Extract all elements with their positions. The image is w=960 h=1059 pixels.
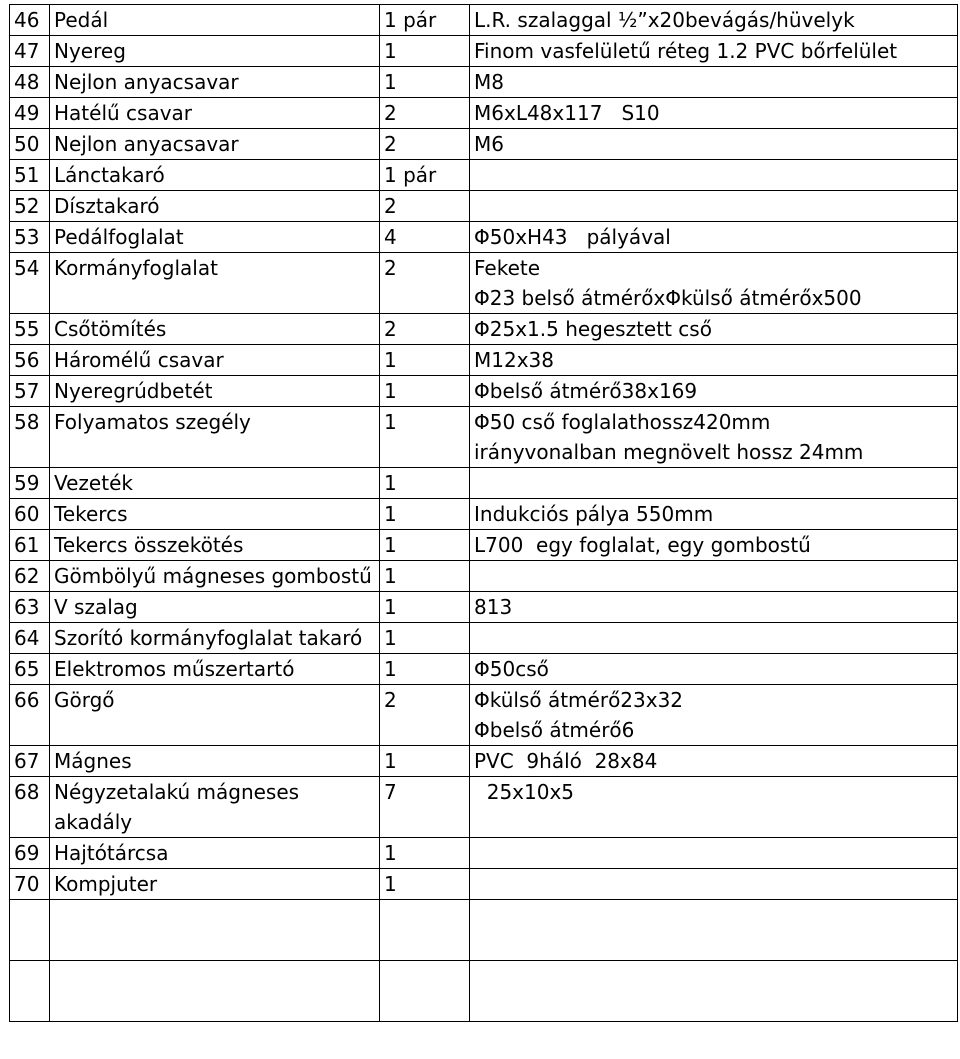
- item-number: 47: [10, 36, 50, 67]
- item-specification: [470, 777, 958, 838]
- item-name: Görgő: [50, 685, 380, 746]
- item-number: 46: [10, 5, 50, 36]
- item-name: Pedál: [50, 5, 380, 36]
- item-specification: [470, 314, 958, 345]
- item-number: 62: [10, 561, 50, 592]
- item-number: 61: [10, 530, 50, 561]
- item-specification: [470, 67, 958, 98]
- item-specification: [470, 160, 958, 191]
- item-number: 55: [10, 314, 50, 345]
- item-number: 53: [10, 222, 50, 253]
- table-row: [10, 869, 958, 900]
- item-quantity: 1: [380, 468, 470, 499]
- specification-line: PVC 9háló 28x84: [474, 749, 658, 773]
- item-quantity: 2: [380, 253, 470, 314]
- item-specification: [470, 407, 958, 468]
- item-name: Dísztakaró: [50, 191, 380, 222]
- specification-line: Φ50cső: [474, 657, 549, 681]
- item-quantity: 1: [380, 592, 470, 623]
- empty-table-row: [10, 900, 958, 961]
- item-specification: [470, 345, 958, 376]
- item-number: 64: [10, 623, 50, 654]
- specification-line: Φkülső átmérő23x32: [474, 688, 684, 712]
- item-number: 70: [10, 869, 50, 900]
- item-quantity: 1: [380, 746, 470, 777]
- item-name: V szalag: [50, 592, 380, 623]
- empty-cell: [50, 961, 380, 1022]
- table-row: [10, 592, 958, 623]
- item-quantity: 1 pár: [380, 160, 470, 191]
- item-specification: [470, 654, 958, 685]
- table-row: [10, 685, 958, 746]
- empty-cell: [10, 900, 50, 961]
- item-specification: [470, 623, 958, 654]
- item-specification: [470, 98, 958, 129]
- table-row: [10, 407, 958, 468]
- item-specification: [470, 685, 958, 746]
- item-name: Hatélű csavar: [50, 98, 380, 129]
- empty-cell: [380, 961, 470, 1022]
- item-name: Nyeregrúdbetét: [50, 376, 380, 407]
- table-row: [10, 314, 958, 345]
- item-specification: [470, 376, 958, 407]
- item-name: Tekercs összekötés: [50, 530, 380, 561]
- specification-line: 813: [474, 595, 513, 619]
- item-name: Tekercs: [50, 499, 380, 530]
- specification-line: Finom vasfelületű réteg 1.2 PVC bőrfelület: [474, 39, 898, 63]
- item-quantity: 1: [380, 345, 470, 376]
- empty-cell: [10, 961, 50, 1022]
- item-specification: [470, 129, 958, 160]
- item-specification: [470, 253, 958, 314]
- item-quantity: 1: [380, 654, 470, 685]
- item-number: 66: [10, 685, 50, 746]
- item-quantity: 1: [380, 530, 470, 561]
- specification-line: L.R. szalaggal ½”x20bevágás/hüvelyk: [474, 8, 855, 32]
- item-quantity: 1: [380, 499, 470, 530]
- item-number: 63: [10, 592, 50, 623]
- item-quantity: 4: [380, 222, 470, 253]
- table-row: [10, 777, 958, 838]
- table-row: [10, 191, 958, 222]
- item-specification: [470, 746, 958, 777]
- item-quantity: 1: [380, 67, 470, 98]
- item-name: Hajtótárcsa: [50, 838, 380, 869]
- specification-line: Φ25x1.5 hegesztett cső: [474, 317, 712, 341]
- table-row: [10, 746, 958, 777]
- specification-line: L700 egy foglalat, egy gombostű: [474, 533, 811, 557]
- item-name: Elektromos műszertartó: [50, 654, 380, 685]
- item-quantity: 2: [380, 685, 470, 746]
- item-number: 60: [10, 499, 50, 530]
- item-quantity: 1: [380, 561, 470, 592]
- empty-table-row: [10, 961, 958, 1022]
- table-row: [10, 129, 958, 160]
- specification-line: M6xL48x117 S10: [474, 101, 660, 125]
- empty-cell: [380, 900, 470, 961]
- item-name: Gömbölyű mágneses gombostű: [50, 561, 380, 592]
- table-row: [10, 345, 958, 376]
- item-name: Nejlon anyacsavar: [50, 67, 380, 98]
- item-specification: [470, 468, 958, 499]
- table-row: [10, 5, 958, 36]
- table-row: [10, 36, 958, 67]
- specification-line: M12x38: [474, 348, 554, 372]
- table-row: [10, 67, 958, 98]
- item-number: 59: [10, 468, 50, 499]
- item-specification: [470, 561, 958, 592]
- item-name: Lánctakaró: [50, 160, 380, 191]
- item-quantity: 1 pár: [380, 5, 470, 36]
- empty-cell: [470, 900, 958, 961]
- table-row: [10, 253, 958, 314]
- specification-line: M6: [474, 132, 504, 156]
- item-name: Kormányfoglalat: [50, 253, 380, 314]
- item-number: 58: [10, 407, 50, 468]
- item-quantity: 2: [380, 98, 470, 129]
- table-row: [10, 376, 958, 407]
- item-specification: [470, 222, 958, 253]
- item-number: 57: [10, 376, 50, 407]
- item-number: 48: [10, 67, 50, 98]
- item-name: Négyzetalakú mágneses akadály: [50, 777, 380, 838]
- item-number: 52: [10, 191, 50, 222]
- item-number: 54: [10, 253, 50, 314]
- item-name: Mágnes: [50, 746, 380, 777]
- item-name: Háromélű csavar: [50, 345, 380, 376]
- item-specification: [470, 36, 958, 67]
- item-name: Folyamatos szegély: [50, 407, 380, 468]
- item-name: Nyereg: [50, 36, 380, 67]
- table-row: [10, 561, 958, 592]
- item-specification: [470, 5, 958, 36]
- specification-line: 25x10x5: [474, 780, 575, 804]
- item-name: Nejlon anyacsavar: [50, 129, 380, 160]
- item-number: 67: [10, 746, 50, 777]
- specification-line: irányvonalban megnövelt hossz 24mm: [474, 440, 864, 464]
- item-name: Vezeték: [50, 468, 380, 499]
- specification-line: Φ23 belső átmérőxΦkülső átmérőx500: [474, 286, 862, 310]
- item-quantity: 1: [380, 838, 470, 869]
- item-quantity: 2: [380, 314, 470, 345]
- item-specification: [470, 499, 958, 530]
- specification-line: Fekete: [474, 256, 541, 280]
- table-row: [10, 222, 958, 253]
- item-name: Pedálfoglalat: [50, 222, 380, 253]
- specification-line: Φbelső átmérő6: [474, 718, 635, 742]
- item-number: 65: [10, 654, 50, 685]
- specification-line: Indukciós pálya 550mm: [474, 502, 714, 526]
- empty-cell: [470, 961, 958, 1022]
- item-specification: [470, 592, 958, 623]
- item-specification: [470, 869, 958, 900]
- item-number: 51: [10, 160, 50, 191]
- item-quantity: 1: [380, 869, 470, 900]
- item-number: 69: [10, 838, 50, 869]
- parts-list-sheet: [9, 4, 958, 1022]
- item-quantity: 2: [380, 191, 470, 222]
- item-quantity: 7: [380, 777, 470, 838]
- table-row: [10, 499, 958, 530]
- table-row: [10, 160, 958, 191]
- table-row: [10, 654, 958, 685]
- table-row: [10, 623, 958, 654]
- empty-cell: [50, 900, 380, 961]
- table-row: [10, 530, 958, 561]
- specification-line: Φ50xH43 pályával: [474, 225, 671, 249]
- item-number: 49: [10, 98, 50, 129]
- specification-line: Φ50 cső foglalathossz420mm: [474, 410, 771, 434]
- specification-line: M8: [474, 70, 504, 94]
- parts-table: [9, 4, 958, 1022]
- parts-table-body: [10, 5, 958, 1022]
- item-quantity: 1: [380, 407, 470, 468]
- table-row: [10, 838, 958, 869]
- item-number: 68: [10, 777, 50, 838]
- item-quantity: 1: [380, 36, 470, 67]
- item-name: Szorító kormányfoglalat takaró: [50, 623, 380, 654]
- item-specification: [470, 191, 958, 222]
- item-quantity: 1: [380, 376, 470, 407]
- item-name: Kompjuter: [50, 869, 380, 900]
- item-specification: [470, 530, 958, 561]
- table-row: [10, 98, 958, 129]
- item-specification: [470, 838, 958, 869]
- table-row: [10, 468, 958, 499]
- item-number: 56: [10, 345, 50, 376]
- item-quantity: 2: [380, 129, 470, 160]
- item-name: Csőtömítés: [50, 314, 380, 345]
- specification-line: Φbelső átmérő38x169: [474, 379, 698, 403]
- item-quantity: 1: [380, 623, 470, 654]
- item-number: 50: [10, 129, 50, 160]
